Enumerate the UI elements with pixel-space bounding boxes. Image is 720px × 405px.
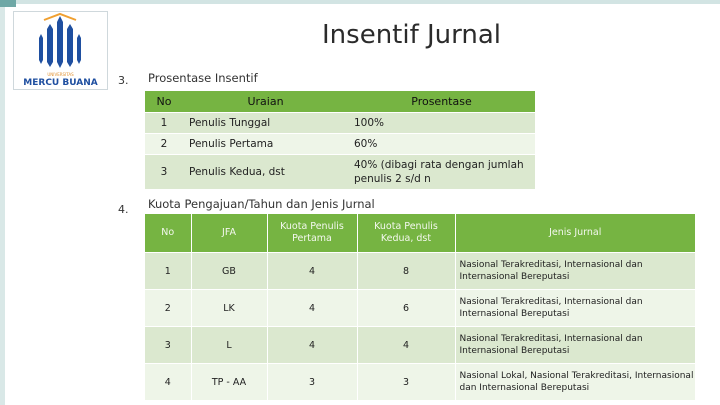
- cell-kuota-pertama: 4: [267, 253, 357, 290]
- header-kuota-kedua: Kuota Penulis Kedua, dst: [357, 214, 455, 253]
- table-row: [145, 113, 535, 134]
- cell-jenis-jurnal: Nasional Lokal, Nasional Terakreditasi, Internasional dan Internasional Bereputasi: [455, 364, 695, 401]
- top-accent-bar: [0, 0, 16, 7]
- cell-jenis-jurnal: Nasional Terakreditasi, Internasional dan Internasional Bereputasi: [455, 253, 695, 290]
- quota-journal-table: [145, 214, 695, 400]
- section-4-heading: Kuota Pengajuan/Tahun dan Jenis Jurnal: [148, 197, 375, 211]
- cell-prosentase: 60%: [348, 134, 535, 155]
- header-jfa: JFA: [191, 214, 267, 253]
- cell-kuota-pertama: 4: [267, 327, 357, 364]
- cell-prosentase: 100%: [348, 113, 535, 134]
- cell-kuota-kedua: 3: [357, 364, 455, 401]
- cell-uraian: Penulis Pertama: [183, 134, 348, 155]
- cell-kuota-pertama: 4: [267, 290, 357, 327]
- cell-jfa: LK: [191, 290, 267, 327]
- university-logo: [13, 11, 108, 90]
- cell-jfa: L: [191, 327, 267, 364]
- incentive-percentage-table: [145, 91, 535, 189]
- page-title: Insentif Jurnal: [322, 20, 502, 50]
- cell-jfa: TP - AA: [191, 364, 267, 401]
- left-accent-bar: [0, 7, 5, 405]
- cell-no: 3: [145, 327, 191, 364]
- section-3-number: 3.: [118, 74, 129, 87]
- cell-jfa: GB: [191, 253, 267, 290]
- cell-uraian: Penulis Tunggal: [183, 113, 348, 134]
- cell-kuota-pertama: 3: [267, 364, 357, 401]
- header-no: No: [145, 91, 183, 113]
- cell-kuota-kedua: 6: [357, 290, 455, 327]
- cell-no: 1: [145, 253, 191, 290]
- section-3-heading: Prosentase Insentif: [148, 71, 258, 85]
- section-4-number: 4.: [118, 203, 129, 216]
- top-light-bar: [16, 0, 720, 4]
- logo-subtext: UNIVERSITAS: [47, 72, 74, 77]
- header-prosentase: Prosentase: [348, 91, 535, 113]
- logo-text: MERCU BUANA: [23, 78, 98, 88]
- header-uraian: Uraian: [183, 91, 348, 113]
- cell-no: 4: [145, 364, 191, 401]
- cell-no: 2: [145, 290, 191, 327]
- cell-kuota-kedua: 4: [357, 327, 455, 364]
- cell-jenis-jurnal: Nasional Terakreditasi, Internasional dan Internasional Bereputasi: [455, 327, 695, 364]
- cell-jenis-jurnal: Nasional Terakreditasi, Internasional dan Internasional Bereputasi: [455, 290, 695, 327]
- cell-no: 2: [145, 134, 183, 155]
- cell-uraian: Penulis Kedua, dst: [183, 155, 348, 189]
- table-row: [145, 155, 535, 189]
- table-row: [145, 253, 695, 290]
- table-header-row: [145, 214, 695, 253]
- cell-no: 1: [145, 113, 183, 134]
- table-row: [145, 364, 695, 401]
- cell-kuota-kedua: 8: [357, 253, 455, 290]
- header-kuota-pertama: Kuota Penulis Pertama: [267, 214, 357, 253]
- table-header-row: [145, 91, 535, 113]
- table-row: [145, 327, 695, 364]
- header-jenis-jurnal: Jenis Jurnal: [455, 214, 695, 253]
- table-row: [145, 290, 695, 327]
- cell-prosentase: 40% (dibagi rata dengan jumlah penulis 2 s/d n: [348, 155, 535, 189]
- cell-no: 3: [145, 155, 183, 189]
- table-row: [145, 134, 535, 155]
- header-no: No: [145, 214, 191, 253]
